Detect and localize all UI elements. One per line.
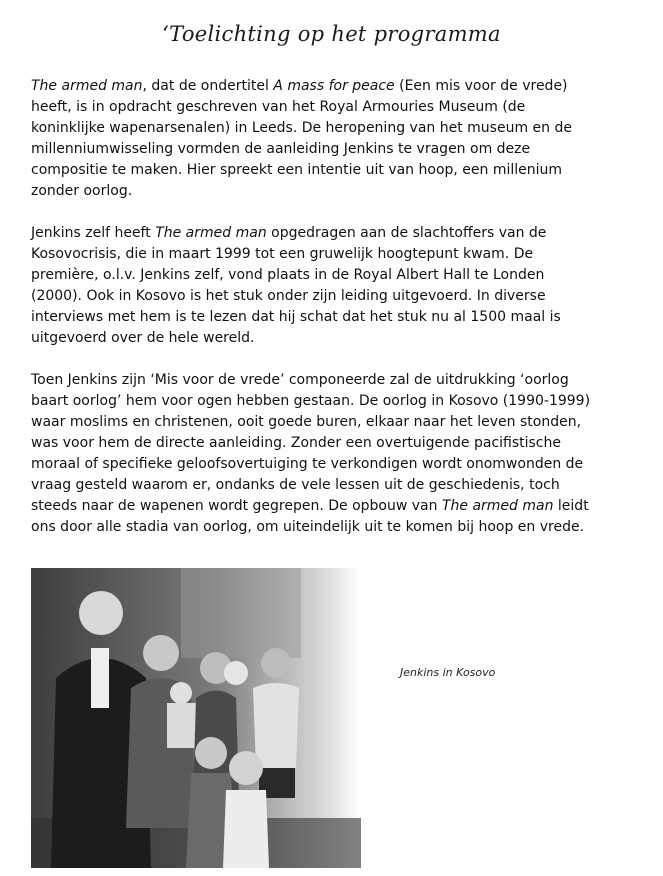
kosovo-photo: [31, 568, 361, 868]
text-run: Toen Jenkins zijn ‘Mis voor de vrede’ componeerde zal de uitdrukking ‘oorlog baart oorlog’ hem voor ogen hebben gestaan. De oorlog in Kosovo (1990-1999) waar moslims en christenen, ooit goede buren, elkaar naar het leven stonden, was voor hem de directe aanleiding. Zonder een overtuigende pacifistische moraal of specifieke geloofsovertuiging te verkondigen wordt onomwonden de vraag gesteld waarom er, ondanks de vele lessen uit de geschiedenis, toch steeds naar de wapenen wordt gegrepen. De opbouw van: [31, 372, 591, 514]
subtitle-title: A mass for peace: [273, 78, 395, 94]
photo-illustration: [31, 568, 361, 868]
text-run: leidt ons door alle stadia van oorlog, om uiteindelijk uit te komen bij hoop en vrede.: [31, 498, 589, 535]
text-run: , dat de ondertitel: [142, 78, 274, 94]
paragraph-2: [31, 223, 591, 349]
text-run: Jenkins zelf heeft: [31, 225, 156, 241]
page-title: ‘Toelichting op het programma: [162, 22, 501, 46]
paragraph-3: [31, 370, 591, 538]
text-run: (Een mis voor de vrede) heeft, is in opdracht geschreven van het Royal Armouries Museum (de koninklijke wapenarsenalen) in Leeds. De heropening van het museum en de millenniumwisseling vormden de aanleiding Jenkins te vragen om deze compositie te maken. Hier spreekt een intentie uit van hoop, een millenium zonder oorlog.: [31, 78, 572, 199]
work-title: The armed man: [441, 498, 554, 514]
work-title: The armed man: [31, 78, 143, 94]
photo-caption: Jenkins in Kosovo: [400, 666, 496, 679]
work-title: The armed man: [155, 225, 267, 241]
text-run: opgedragen aan de slachtoffers van de Kosovocrisis, die in maart 1999 tot een gruwelijk hoogtepunt kwam. De première, o.l.v. Jenkins zelf, vond plaats in de Royal Albert Hall te Londen (2000). Ook in Kosovo is het stuk onder zijn leiding uitgevoerd. In diverse interviews met hem is te lezen dat hij schat dat het stuk nu al 1500 maal is uitgevoerd over de hele wereld.: [31, 225, 561, 346]
paragraph-1: [31, 76, 591, 202]
article-body: [31, 76, 591, 559]
